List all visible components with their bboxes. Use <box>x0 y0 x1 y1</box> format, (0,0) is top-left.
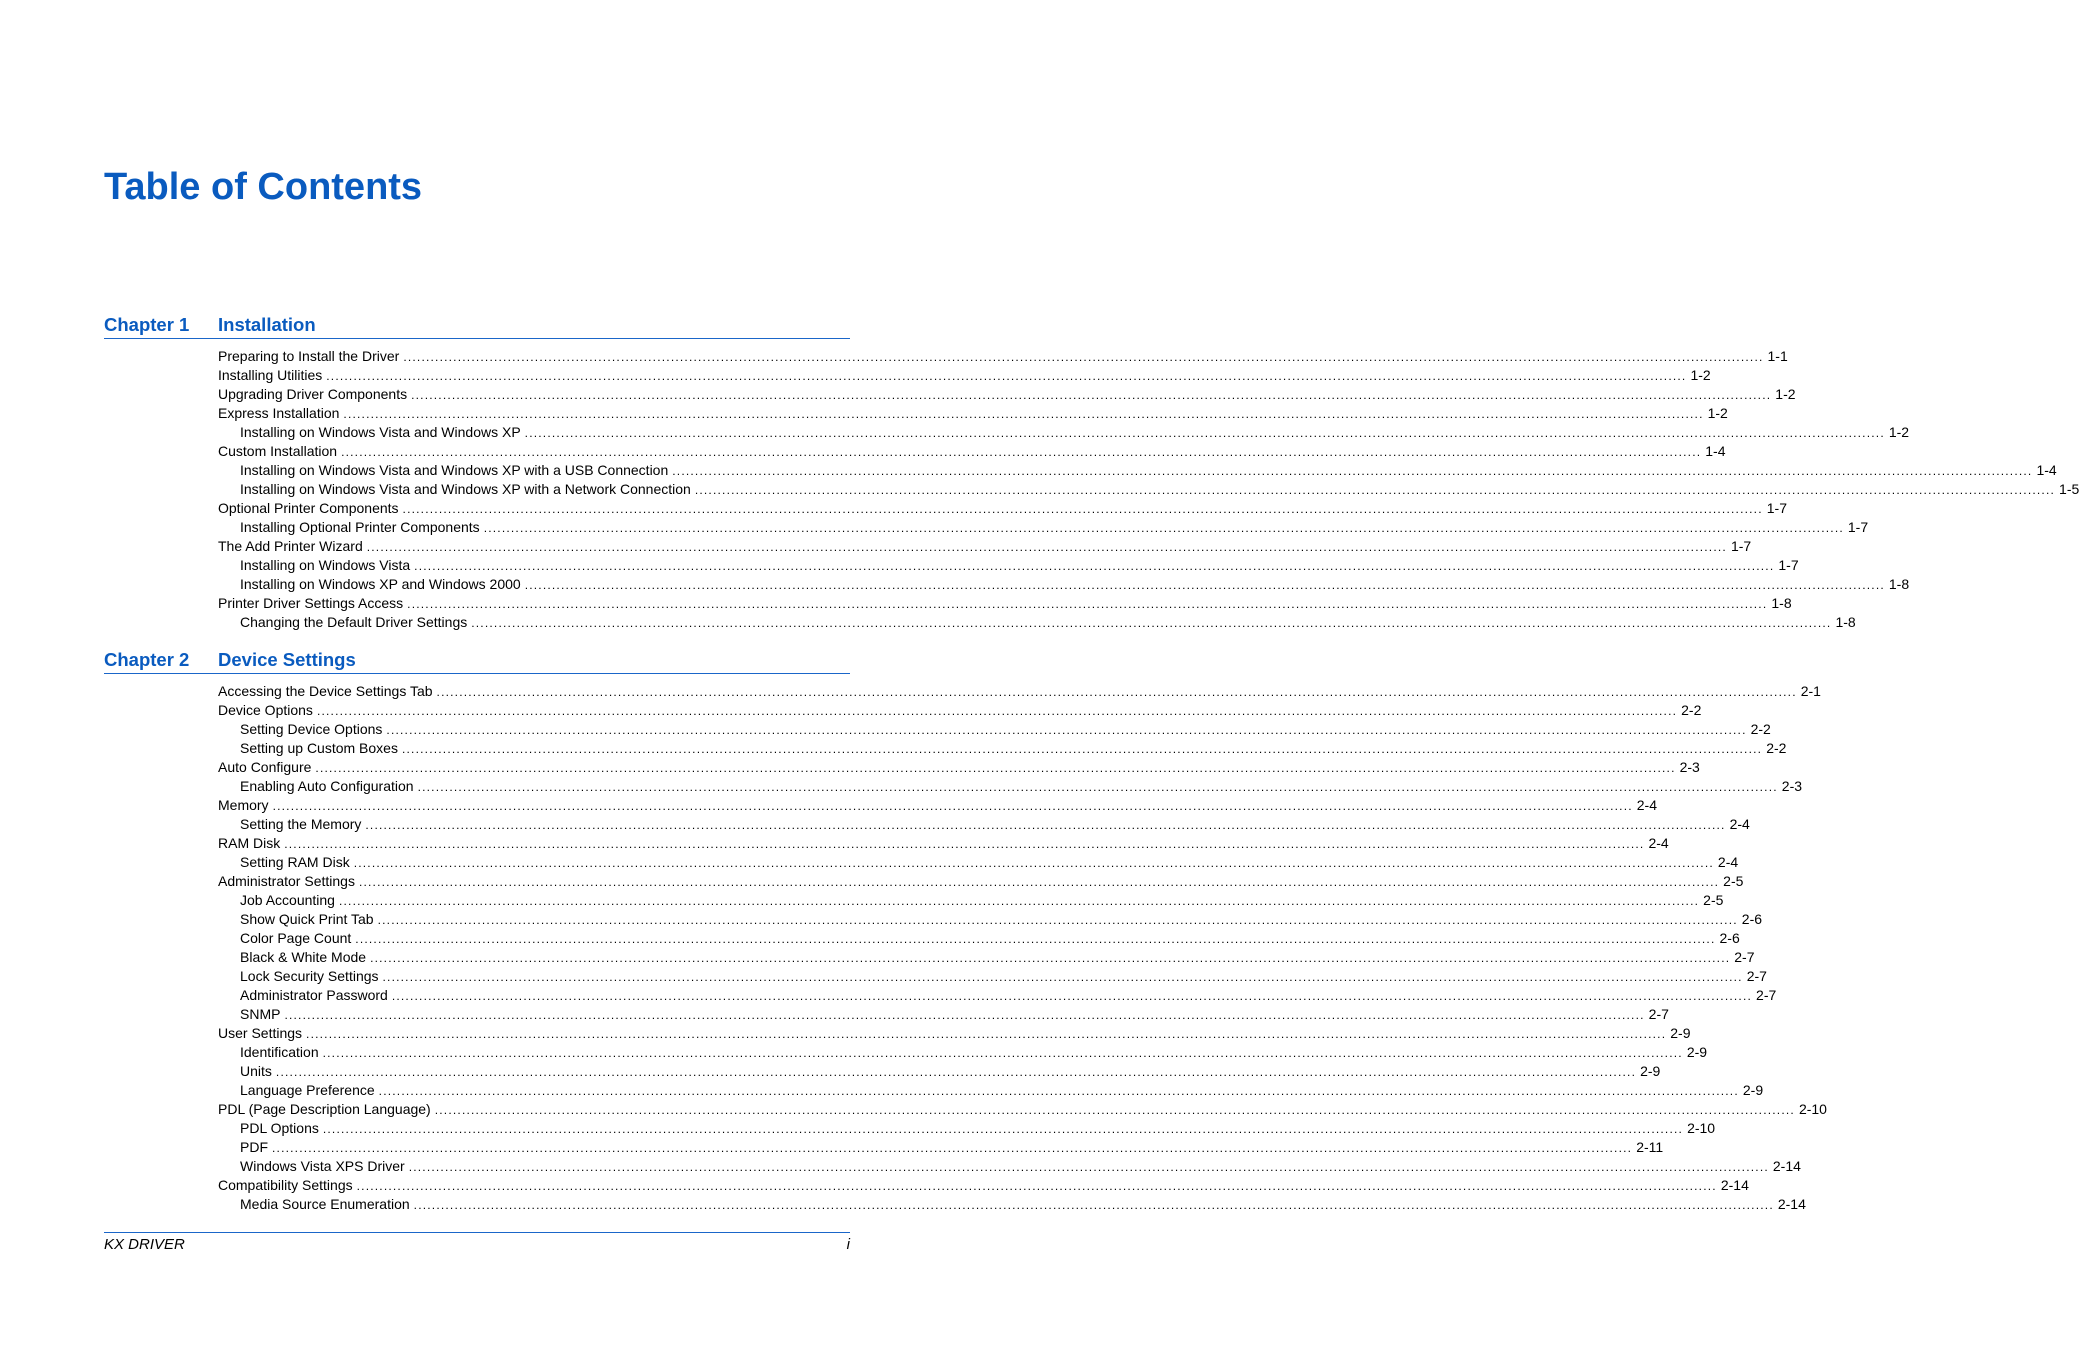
toc-entry[interactable] <box>218 834 1669 853</box>
dot-leader: ............................................................................................................................................................................................................................................................................................................ <box>402 502 1763 516</box>
toc-entry[interactable] <box>218 366 1711 385</box>
toc-entry-title: Installing Utilities <box>218 367 323 383</box>
toc-entry[interactable] <box>240 518 1869 537</box>
toc-entry[interactable] <box>240 1119 1716 1138</box>
toc-entry-page: 2-14 <box>1720 1177 1749 1193</box>
dot-leader: ............................................................................................................................................................................................................................................................................................................ <box>322 1122 1684 1136</box>
toc-entry-title: Color Page Count <box>240 930 352 946</box>
dot-leader: ............................................................................................................................................................................................................................................................................................................ <box>338 894 1700 908</box>
toc-entry[interactable] <box>240 556 1799 575</box>
toc-entry[interactable] <box>240 720 1771 739</box>
toc-entry[interactable] <box>218 442 1726 461</box>
toc-entry[interactable] <box>218 1024 1691 1043</box>
dot-leader: ............................................................................................................................................................................................................................................................................................................ <box>378 1084 1739 1098</box>
toc-entry-title: Installing on Windows Vista <box>240 557 411 573</box>
toc-entry-title: RAM Disk <box>218 835 281 851</box>
dot-leader: ............................................................................................................................................................................................................................................................................................................ <box>341 445 1702 459</box>
toc-entry-title: Installing on Windows Vista and Windows XP with a USB Connection <box>240 462 669 478</box>
toc-entries <box>104 682 1827 1214</box>
chapter-number: Chapter 1 <box>104 314 190 335</box>
toc-entry-title: Express Installation <box>218 405 340 421</box>
toc-entry-page: 2-4 <box>1717 854 1739 870</box>
toc-entry-page: 1-7 <box>1778 557 1799 573</box>
dot-leader: ............................................................................................................................................................................................................................................................................................................ <box>355 932 1716 946</box>
toc-entry-page: 1-8 <box>1771 595 1792 611</box>
chapter-heading <box>104 649 850 674</box>
dot-leader: ............................................................................................................................................................................................................................................................................................................ <box>386 723 1747 737</box>
toc-entry-title: Administrator Settings <box>218 873 355 889</box>
toc-entry[interactable] <box>240 910 1763 929</box>
dot-leader: ............................................................................................................................................................................................................................................................................................................ <box>370 951 1731 965</box>
toc-entry-page: 2-11 <box>1636 1139 1664 1155</box>
toc-entry-page: 2-9 <box>1686 1044 1708 1060</box>
toc-entry[interactable] <box>218 594 1792 613</box>
chapter-number: Chapter 2 <box>104 649 190 670</box>
toc-entry-page: 2-6 <box>1741 911 1763 927</box>
toc-entry[interactable] <box>240 613 1856 632</box>
toc-entry-page: 2-9 <box>1670 1025 1691 1041</box>
dot-leader: ............................................................................................................................................................................................................................................................................................................ <box>672 464 2033 478</box>
toc-entry-title: Device Options <box>218 702 313 718</box>
toc-entry-page: 2-4 <box>1636 797 1657 813</box>
toc-entry[interactable] <box>218 796 1657 815</box>
toc-entry[interactable] <box>218 537 1752 556</box>
toc-entry[interactable] <box>218 499 1787 518</box>
toc-entry-page: 2-3 <box>1781 778 1803 794</box>
toc-entry-title: Language Preference <box>240 1082 375 1098</box>
toc-entry-page: 2-7 <box>1746 968 1767 984</box>
toc-entry[interactable] <box>240 1043 1708 1062</box>
chapter-title: Installation <box>218 314 316 335</box>
toc-entry-page: 2-14 <box>1772 1158 1801 1174</box>
dot-leader: ............................................................................................................................................................................................................................................................................................................ <box>417 780 1778 794</box>
dot-leader: ............................................................................................................................................................................................................................................................................................................ <box>358 875 1720 889</box>
toc-entry[interactable] <box>240 1138 1664 1157</box>
dot-leader: ............................................................................................................................................................................................................................................................................................................ <box>377 913 1738 927</box>
toc-entry[interactable] <box>240 967 1767 986</box>
toc-entry-page: 2-10 <box>1798 1101 1827 1117</box>
toc-entry-title: Installing on Windows XP and Windows 2000 <box>240 576 521 592</box>
toc-entry[interactable] <box>218 404 1728 423</box>
page-footer <box>104 1232 850 1253</box>
toc-entry-title: Optional Printer Components <box>218 500 399 516</box>
toc-entry-title: User Settings <box>218 1025 303 1041</box>
dot-leader: ............................................................................................................................................................................................................................................................................................................ <box>353 856 1714 870</box>
toc-entry-title: Changing the Default Driver Settings <box>240 614 468 630</box>
toc-entry[interactable] <box>240 575 1910 594</box>
toc-entry[interactable] <box>240 739 1787 758</box>
toc-entry-page: 1-5 <box>2059 481 2079 497</box>
toc-entry[interactable] <box>240 948 1755 967</box>
toc-entry-title: Show Quick Print Tab <box>240 911 374 927</box>
toc-entry-page: 2-4 <box>1729 816 1750 832</box>
toc-entry[interactable] <box>218 347 1788 366</box>
toc-entry-page: 1-8 <box>1888 576 1910 592</box>
toc-entry-title: Upgrading Driver Components <box>218 386 408 402</box>
toc-entry-page: 2-5 <box>1723 873 1744 889</box>
toc-entry-page: 2-10 <box>1687 1120 1716 1136</box>
toc-entry-title: Enabling Auto Configuration <box>240 778 414 794</box>
toc-entry-title: SNMP <box>240 1006 281 1022</box>
toc-entry-title: The Add Printer Wizard <box>218 538 363 554</box>
toc-entry[interactable] <box>240 853 1739 872</box>
toc-entry[interactable] <box>240 423 1910 442</box>
page-title: Table of Contents <box>104 166 423 208</box>
dot-leader: ............................................................................................................................................................................................................................................................................................................ <box>356 1179 1717 1193</box>
toc-entry-title: Preparing to Install the Driver <box>218 348 400 364</box>
dot-leader: ............................................................................................................................................................................................................................................................................................................ <box>408 1160 1769 1174</box>
toc-entry[interactable] <box>240 1062 1661 1081</box>
dot-leader: ............................................................................................................................................................................................................................................................................................................ <box>272 799 1633 813</box>
toc-entry[interactable] <box>240 986 1777 1005</box>
toc-entry-title: PDL Options <box>240 1120 319 1136</box>
toc-entry[interactable] <box>240 891 1724 910</box>
chapter-heading <box>104 314 850 339</box>
toc-entry[interactable] <box>218 1100 1827 1119</box>
dot-leader: ............................................................................................................................................................................................................................................................................................................ <box>471 616 1832 630</box>
toc-entry-title: Installing on Windows Vista and Windows XP with a Network Connection <box>240 481 691 497</box>
dot-leader: ............................................................................................................................................................................................................................................................................................................ <box>275 1065 1637 1079</box>
dot-leader: ............................................................................................................................................................................................................................................................................................................ <box>413 1198 1774 1212</box>
toc-entry-page: 1-7 <box>1730 538 1752 554</box>
toc-entry[interactable] <box>218 701 1702 720</box>
toc-entry-page: 1-1 <box>1767 348 1788 364</box>
dot-leader: ............................................................................................................................................................................................................................................................................................................ <box>524 578 1885 592</box>
toc-entry-page: 2-9 <box>1640 1063 1661 1079</box>
dot-leader: ............................................................................................................................................................................................................................................................................................................ <box>407 597 1768 611</box>
toc-entry-page: 2-14 <box>1777 1196 1806 1212</box>
toc-entry-title: Memory <box>218 797 269 813</box>
dot-leader: ............................................................................................................................................................................................................................................................................................................ <box>315 761 1676 775</box>
dot-leader: ............................................................................................................................................................................................................................................................................................................ <box>694 483 2056 497</box>
toc-entry-page: 1-2 <box>1707 405 1728 421</box>
toc-entry[interactable] <box>240 461 2057 480</box>
dot-leader: ............................................................................................................................................................................................................................................................................................................ <box>284 1008 1645 1022</box>
dot-leader: ............................................................................................................................................................................................................................................................................................................ <box>436 685 1797 699</box>
dot-leader: ............................................................................................................................................................................................................................................................................................................ <box>403 350 1764 364</box>
toc-entry-title: PDF <box>240 1139 268 1155</box>
dot-leader: ............................................................................................................................................................................................................................................................................................................ <box>366 540 1727 554</box>
dot-leader: ............................................................................................................................................................................................................................................................................................................ <box>411 388 1772 402</box>
toc-entry-title: Auto Configure <box>218 759 312 775</box>
toc-entry[interactable] <box>240 480 2079 499</box>
toc-entry-title: Administrator Password <box>240 987 388 1003</box>
toc-entry[interactable] <box>240 929 1740 948</box>
dot-leader: ............................................................................................................................................................................................................................................................................................................ <box>391 989 1753 1003</box>
toc-entry-title: Setting the Memory <box>240 816 362 832</box>
dot-leader: ............................................................................................................................................................................................................................................................................................................ <box>316 704 1678 718</box>
toc-entry-title: Units <box>240 1063 272 1079</box>
dot-leader: ............................................................................................................................................................................................................................................................................................................ <box>382 970 1743 984</box>
toc-entry-page: 2-3 <box>1679 759 1700 775</box>
dot-leader: ............................................................................................................................................................................................................................................................................................................ <box>524 426 1885 440</box>
toc-entry-title: Lock Security Settings <box>240 968 379 984</box>
toc-entries <box>104 347 2079 632</box>
toc-entry-page: 2-2 <box>1766 740 1787 756</box>
toc-entry-title: PDL (Page Description Language) <box>218 1101 431 1117</box>
toc-entry-page: 1-2 <box>1775 386 1796 402</box>
toc-entry-page: 2-5 <box>1703 892 1724 908</box>
footer-product-name: KX DRIVER <box>104 1236 185 1253</box>
dot-leader: ............................................................................................................................................................................................................................................................................................................ <box>322 1046 1683 1060</box>
toc-entry-page: 2-1 <box>1800 683 1821 699</box>
toc-entry-title: Setting RAM Disk <box>240 854 350 870</box>
dot-leader: ............................................................................................................................................................................................................................................................................................................ <box>434 1103 1795 1117</box>
toc-entry-page: 1-4 <box>1705 443 1726 459</box>
toc-entry[interactable] <box>240 1157 1801 1176</box>
toc-entry[interactable] <box>218 385 1796 404</box>
toc-entry[interactable] <box>218 872 1744 891</box>
toc-entry-page: 1-4 <box>2036 462 2057 478</box>
toc-entry-page: 2-7 <box>1734 949 1755 965</box>
toc-entry-page: 2-2 <box>1750 721 1771 737</box>
toc-entry-page: 1-2 <box>1888 424 1910 440</box>
toc-entry-title: Printer Driver Settings Access <box>218 595 404 611</box>
toc-entry[interactable] <box>240 1195 1806 1214</box>
toc-entry-page: 2-7 <box>1648 1006 1669 1022</box>
toc-entry-title: Windows Vista XPS Driver <box>240 1158 405 1174</box>
dot-leader: ............................................................................................................................................................................................................................................................................................................ <box>365 818 1726 832</box>
dot-leader: ............................................................................................................................................................................................................................................................................................................ <box>284 837 1645 851</box>
toc-entry-title: Job Accounting <box>240 892 335 908</box>
toc-entry-page: 1-2 <box>1690 367 1711 383</box>
toc-entry-title: Installing on Windows Vista and Windows XP <box>240 424 521 440</box>
toc-entry-page: 1-7 <box>1847 519 1869 535</box>
dot-leader: ............................................................................................................................................................................................................................................................................................................ <box>343 407 1704 421</box>
toc-entry-page: 2-4 <box>1648 835 1669 851</box>
toc-entry-page: 2-2 <box>1681 702 1702 718</box>
toc-entry-page: 1-8 <box>1835 614 1856 630</box>
dot-leader: ............................................................................................................................................................................................................................................................................................................ <box>272 1141 1633 1155</box>
toc-entry-title: Media Source Enumeration <box>240 1196 410 1212</box>
toc-entry[interactable] <box>218 758 1700 777</box>
chapter-section <box>104 314 2079 632</box>
toc-entry[interactable] <box>218 1176 1749 1195</box>
dot-leader: ............................................................................................................................................................................................................................................................................................................ <box>326 369 1687 383</box>
toc-entry-title: Setting up Custom Boxes <box>240 740 398 756</box>
footer-page-number: i <box>846 1236 850 1253</box>
toc-entry-title: Installing Optional Printer Components <box>240 519 480 535</box>
toc-entry[interactable] <box>240 815 1750 834</box>
toc-entry-title: Identification <box>240 1044 319 1060</box>
toc-entry[interactable] <box>240 777 1803 796</box>
toc-entry-title: Custom Installation <box>218 443 338 459</box>
toc-entry[interactable] <box>240 1005 1669 1024</box>
toc-entry[interactable] <box>240 1081 1764 1100</box>
dot-leader: ............................................................................................................................................................................................................................................................................................................ <box>414 559 1775 573</box>
toc-entry-title: Accessing the Device Settings Tab <box>218 683 433 699</box>
toc-entry-title: Setting Device Options <box>240 721 383 737</box>
chapter-section <box>104 649 1827 1214</box>
toc-entry-title: Compatibility Settings <box>218 1177 353 1193</box>
toc-entry-page: 2-6 <box>1719 930 1740 946</box>
toc-entry[interactable] <box>218 682 1821 701</box>
chapter-title: Device Settings <box>218 649 356 670</box>
toc-entry-page: 1-7 <box>1766 500 1787 516</box>
dot-leader: ............................................................................................................................................................................................................................................................................................................ <box>306 1027 1667 1041</box>
dot-leader: ............................................................................................................................................................................................................................................................................................................ <box>483 521 1844 535</box>
dot-leader: ............................................................................................................................................................................................................................................................................................................ <box>401 742 1763 756</box>
toc-entry-title: Black & White Mode <box>240 949 367 965</box>
toc-entry-page: 2-7 <box>1756 987 1777 1003</box>
toc-entry-page: 2-9 <box>1742 1082 1764 1098</box>
